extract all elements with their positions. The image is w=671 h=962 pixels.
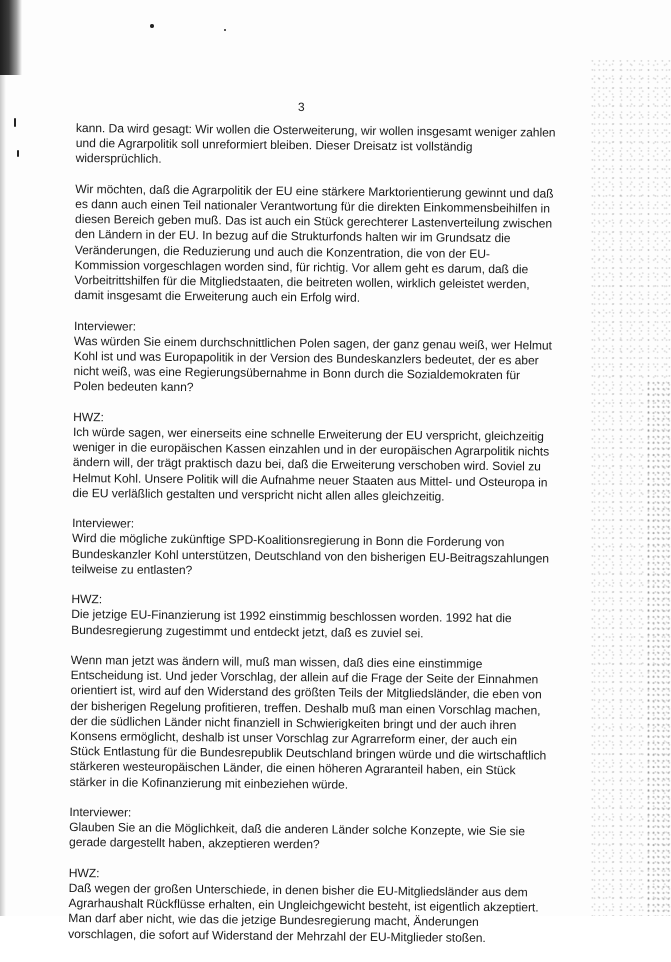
scan-speck: [14, 118, 16, 127]
scan-speck: [224, 29, 226, 31]
speech-paragraph: [69, 805, 549, 855]
speech-text: Was würden Sie einem durchschnittlichen Polen sagen, der ganz genau weiß, wer Helmut Kohl ist und was Europapolitik in der Version des Bundeskanzlers bedeutet, der es aber nicht weiß, was eine Regierungsübernahme in Bonn durch die Sozialdemokraten für Polen bedeuten kann?: [73, 333, 552, 395]
speaker-label: HWZ:: [73, 409, 104, 425]
speech-paragraph: [72, 410, 553, 506]
speech-text: Glauben Sie an die Möglichkeit, daß die anderen Länder solche Konzepte, wie Sie sie gerade dargestellt haben, akzeptieren werden?: [69, 820, 525, 852]
speech-text: Daß wegen der großen Unterschiede, in denen bisher die EU-Mitgliedsländer aus dem Agrarhaushalt Rückflüsse erhalten, ein Ungleichgewicht besteht, ist eigentlich akzeptiert. Man darf aber nicht, wie das die jetzige Bundesregierung macht, Änderungen vorschlagen, die sofort auf Widerstand der Mehrzahl der EU-Mitglieder stoßen.: [68, 880, 539, 945]
scan-speck: [17, 150, 19, 157]
speaker-label: HWZ:: [68, 865, 100, 881]
speech-paragraph: [71, 592, 551, 642]
body-paragraph: kann. Da wird gesagt: Wir wollen die Osterweiterung, wir wollen insgesamt weniger zahlen und die Agrarpolitik soll unreformiert bleiben. Dieser Dreisatz ist vollständig widersprüchlich.: [75, 121, 556, 167]
scan-edge-shadow: [0, 0, 22, 75]
speaker-label: Interviewer:: [72, 516, 135, 531]
scan-noise-right-edge: [646, 380, 671, 916]
speech-paragraph: [72, 516, 553, 581]
scan-speck: [150, 24, 154, 28]
speech-paragraph: [68, 866, 549, 947]
speech-text: Wird die mögliche zukünftige SPD-Koalitionsregierung in Bonn die Forderung von Bundeskanzler Kohl unterstützen, Deutschland von den bisherigen EU-Beitragszahlungen teilweise zu entlasten?: [71, 531, 550, 577]
document-body: [68, 121, 556, 962]
body-paragraph: Wir möchten, daß die Agrarpolitik der EU eine stärkere Marktorientierung gewinnt und daß es dann auch einen Teil nationaler Verantwortung für die direkten Einkommensbeihilfen in diesen Bereich geben muß. Das ist auch ein Stück gerechterer Lastenverteilung zwischen den Ländern in der EU. In bezug auf die Strukturfonds halten wir im Grundsatz die Veränderungen, die Reduzierung und auch die Konzentration, die von der EU-Kommission vorgeschlagen worden sind, für richtig. Vor allem geht es darum, daß die Vorbeitrittshilfen für die Mitgliedstaaten, die beitreten wollen, wirklich geleistet werden, damit insgesamt die Erweiterung auch ein Erfolg wird.: [74, 181, 554, 305]
speaker-label: HWZ:: [71, 592, 103, 607]
body-paragraph: Wenn man jetzt was ändern will, muß man wissen, daß dies eine einstimmige Entscheidung ist. Und jeder Vorschlag, der allein auf die Frage der Seite der Einnahmen orientiert ist, wird auf den Widerstand des größten Teils der Mitgliedsländer, die eben von der bisherigen Regelung profitieren, treffen. Deshalb muß man einen Vorschlag machen, der die südlichen Länder nicht finanziell in Schwierigkeiten bringt und der auch ihren Konsens ermöglicht, deshalb ist unser Vorschlag zur Agrarreform einer, der auch ein Stück Entlastung für die Bundesrepublik Deutschland bringen würde und die wirtschaftlich stärkeren westeuropäischen Länder, die einen höheren Agraranteil haben, ein Stück stärker in die Kofinanzierung mit einbeziehen würde.: [69, 652, 547, 792]
speaker-label: Interviewer:: [69, 804, 132, 820]
speaker-label: Interviewer:: [73, 318, 137, 334]
speech-text: Die jetzige EU-Finanzierung ist 1992 einstimmig beschlossen worden. 1992 hat die Bundesregierung zugestimmt und entdeckt jetzt, daß es zuviel sei.: [71, 607, 512, 640]
speech-text: Ich würde sagen, wer einerseits eine schnelle Erweiterung der EU verspricht, gleichzeitig weniger in die europäischen Kassen einzahlen und in der europäischen Agrarpolitik nichts ändern will, der trägt praktisch dazu bei, daß die Erweiterung verschoben wird. Soviel zu Helmut Kohl. Unsere Politik will die Aufnahme neuer Staaten aus Mittel- und Osteuropa in die EU verläßlich gestalten und verspricht nicht allen alles gleichzeitig.: [72, 425, 550, 504]
speech-paragraph: [73, 319, 554, 400]
page-number: 3: [297, 99, 305, 115]
scan-edge-shadow-lower: [0, 75, 6, 916]
